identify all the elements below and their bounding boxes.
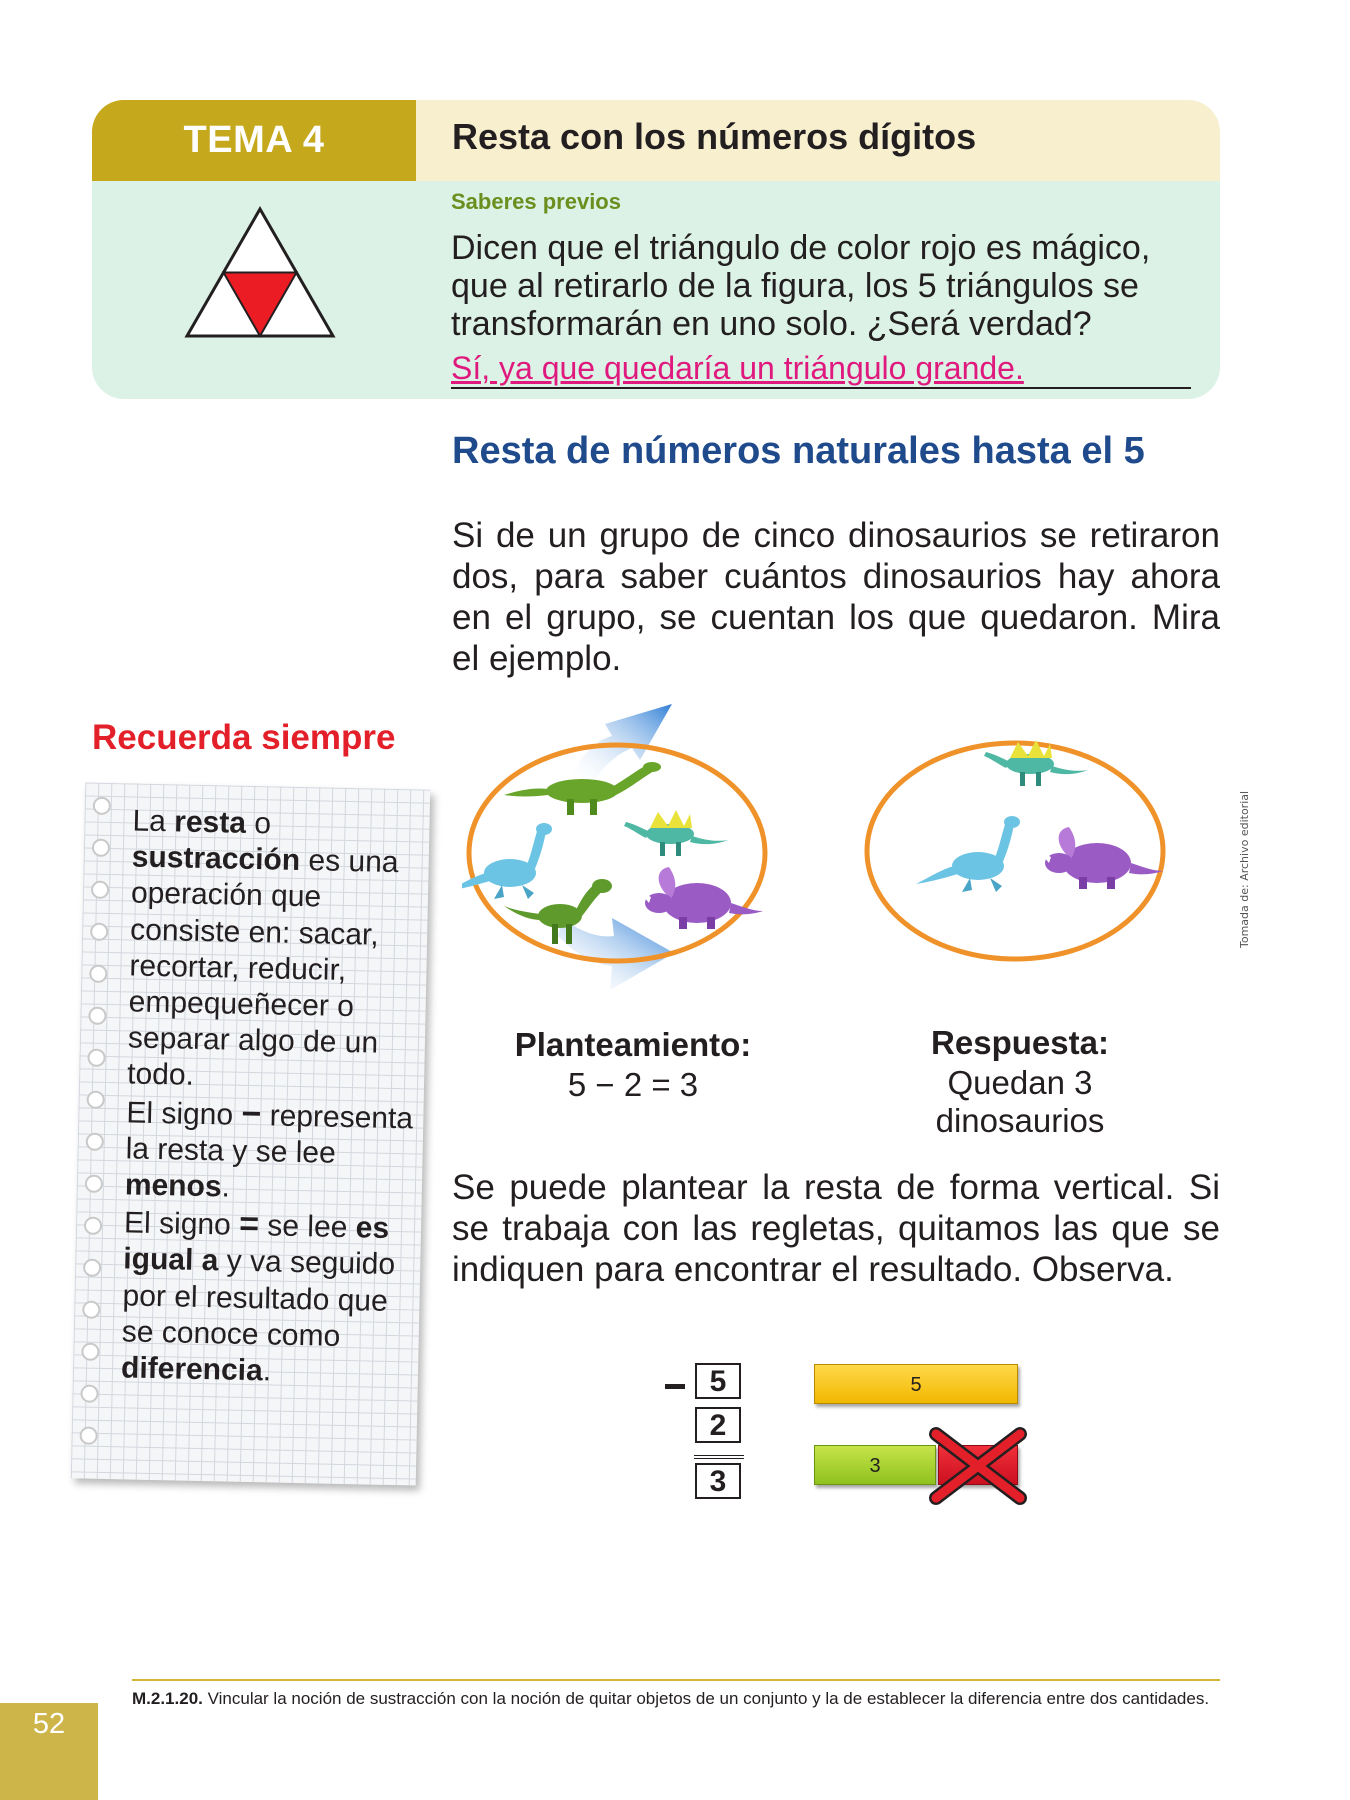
binder-ring [86, 1091, 104, 1109]
dinosaur-groups-illustration [462, 698, 1182, 998]
subtrahend-box: 2 [695, 1407, 741, 1443]
planteamiento-equation: 5 − 2 = 3 [567, 1066, 699, 1103]
binder-ring [81, 1343, 99, 1361]
saberes-previos-question: Dicen que el triángulo de color rojo es mágico, que al retirarlo de la figura, los 5 triángulos se transformarán en uno solo. ¿Será verdad? [451, 229, 1151, 343]
binder-ring [80, 1384, 98, 1402]
tema-header [92, 100, 1220, 400]
minus-sign-icon: − [241, 1094, 262, 1133]
dinosaur-icon [1039, 827, 1163, 889]
section-title: Resta de números naturales hasta el 5 [452, 430, 1145, 472]
footer-rule [132, 1679, 1220, 1681]
binder-ring [92, 839, 110, 857]
binder-ring [84, 1217, 102, 1235]
binder-ring [89, 965, 107, 983]
saberes-previos-label: Saberes previos [451, 189, 621, 214]
binder-ring [86, 1133, 104, 1151]
binder-ring [93, 797, 111, 815]
respuesta-label: Respuesta: [931, 1024, 1109, 1061]
tema-title: Resta con los números dígitos [452, 116, 977, 157]
minus-icon [665, 1384, 685, 1389]
magic-triangle-figure [184, 206, 336, 342]
planteamiento-label: Planteamiento: [514, 1026, 752, 1063]
binder-ring [88, 1007, 106, 1025]
binder-ring [83, 1259, 101, 1277]
regleta-3: 3 [814, 1445, 936, 1485]
arrow-down-icon [558, 918, 674, 990]
tema-label: TEMA 4 [183, 119, 325, 161]
equals-sign-icon: = [238, 1205, 260, 1244]
minuend-box: 5 [695, 1363, 741, 1399]
cross-out-icon [928, 1426, 1028, 1506]
result-line [694, 1455, 744, 1459]
tema-header-top [92, 100, 1220, 181]
vertical-subtraction-paragraph: Se puede plantear la resta de forma vertical. Si se trabaja con las regletas, quitamos las que se indiquen para encontrar el resultado. Observa. [452, 1168, 1220, 1289]
binder-ring [85, 1175, 103, 1193]
footer-curriculum-note: M.2.1.20. Vincular la noción de sustracción con la noción de quitar objetos de un conjunto y la de establecer la diferencia entre dos cantidades. [132, 1689, 1210, 1708]
respuesta-text: Quedan 3 dinosaurios [935, 1064, 1105, 1139]
page-number: 52 [32, 1708, 66, 1740]
regleta-5: 5 [814, 1364, 1018, 1404]
dinosaur-icon [624, 810, 728, 856]
dinosaur-icon [984, 740, 1088, 786]
dinosaur-icon [916, 816, 1020, 892]
binder-ring [79, 1426, 97, 1444]
recuerda-title: Recuerda siempre [92, 718, 396, 757]
image-credit: Tomada de: Archivo editorial [1238, 790, 1251, 948]
binder-ring [91, 881, 109, 899]
saberes-previos-panel [92, 181, 1220, 399]
result-box: 3 [695, 1463, 741, 1499]
recuerda-note-card [71, 782, 431, 1485]
saberes-previos-answer: Sí, ya que quedaría un triángulo grande. [451, 349, 1191, 389]
dinosaur-icon [639, 867, 763, 929]
tema-badge [92, 100, 416, 181]
intro-paragraph: Si de un grupo de cinco dinosaurios se retiraron dos, para saber cuántos dinosaurios hay ahora en el grupo, se cuentan los que quedaron. Mira el ejemplo. [452, 516, 1220, 678]
binder-ring [82, 1301, 100, 1319]
binder-ring [87, 1049, 105, 1067]
recuerda-definition-text: La resta o sustracción es una operación que consiste en: sacar, recortar, reducir, empequeñecer o separar algo de un todo. El signo − representa la resta y se lee menos. El signo = se lee es igual a y va seguido por el resultado que se conoce como diferencia. [120, 804, 414, 1388]
binder-ring [90, 923, 108, 941]
